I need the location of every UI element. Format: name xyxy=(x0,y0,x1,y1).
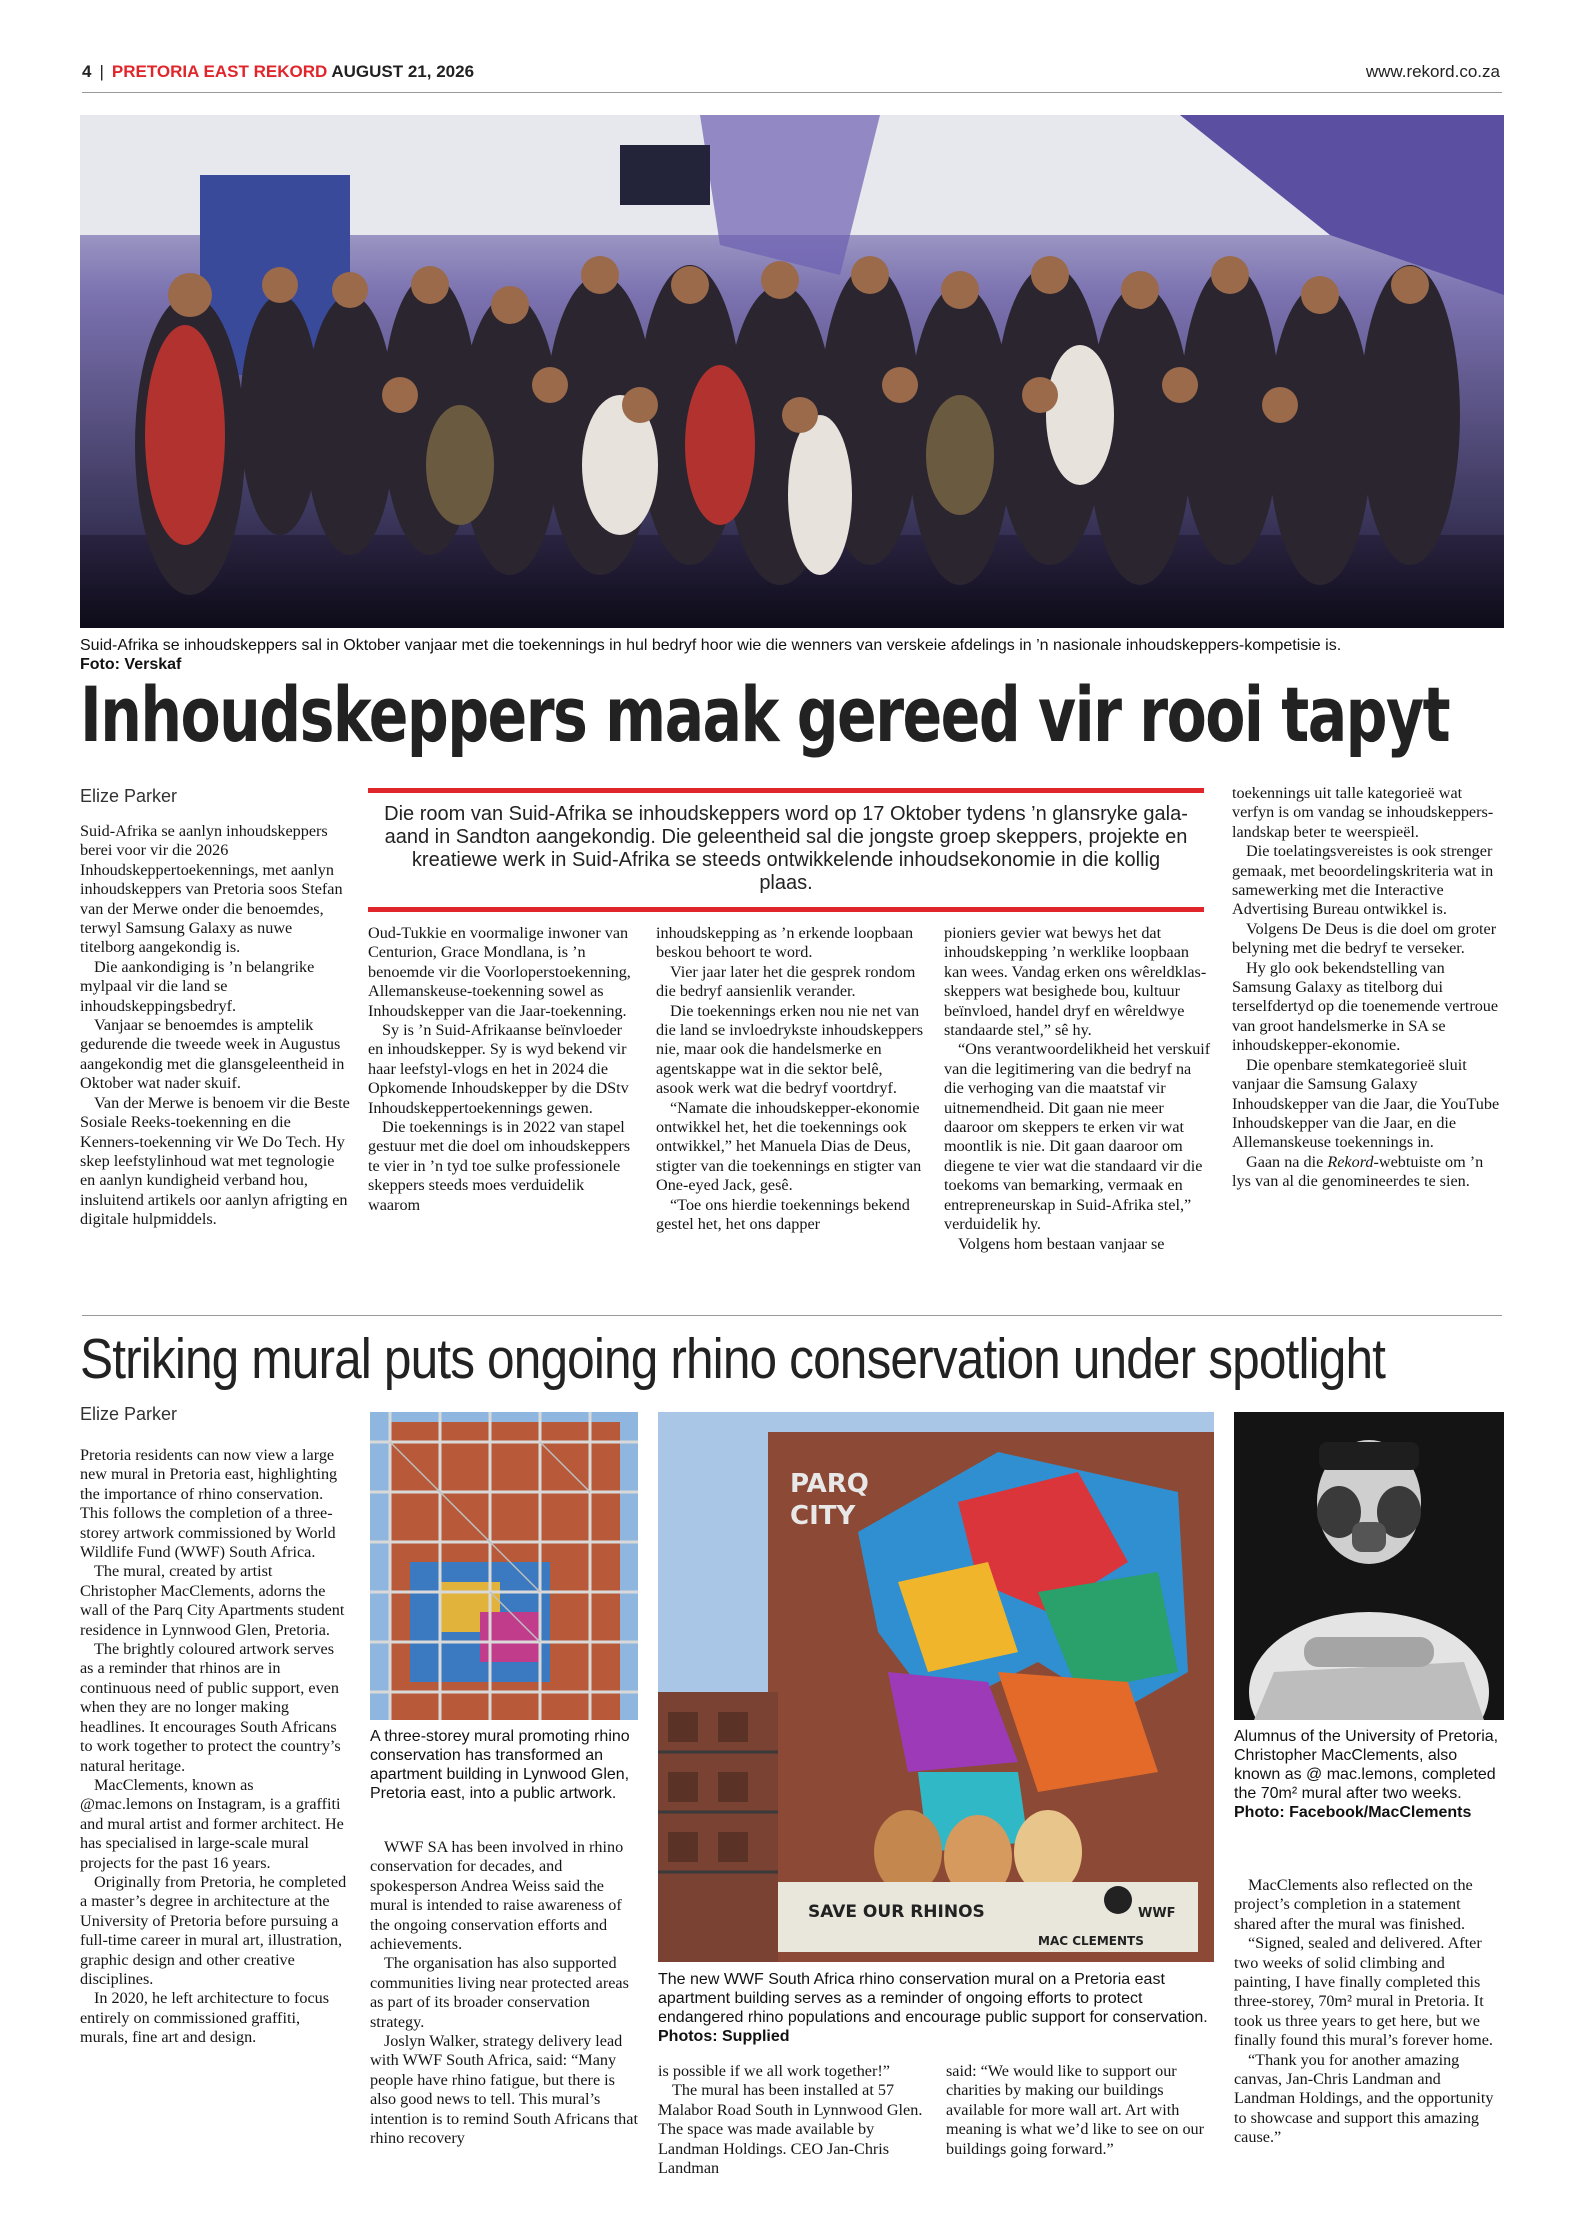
story1-col1-p3: Vanjaar se benoemdes is amptelik gedurende die tweede week in Augustus aangekondig met die glansgeleentheid in Oktober wat nader skuif. xyxy=(80,1016,345,1093)
story1-col2-p3: Die toekennings is in 2022 van stapel gestuur met die doel om inhoudskeppers te vier in ’n tyd toe sulke professionele skeppers steeds moes verduidelik waarom xyxy=(368,1118,631,1214)
story1-col3-p5: “Toe ons hierdie toekennings bekend gestel het, het ons dapper xyxy=(656,1195,910,1234)
issue-date: AUGUST 21, 2026 xyxy=(331,62,475,81)
header-rule xyxy=(82,92,1502,93)
mural-sign-line1: PARQ xyxy=(790,1469,869,1499)
mural-slogan: SAVE OUR RHINOS xyxy=(808,1902,985,1922)
scaffold-photo-image xyxy=(370,1412,638,1720)
story1-col1-p1: Suid-Afrika se aanlyn inhoudskeppers berei voor vir die 2026 Inhoudskeppertoekennings, met aanlyn inhoudskeppers van Pretoria soos Stefan van der Merwe onder die benoemdes, terwyl Samsung Galaxy as nuwe titelborg aangekondig is. xyxy=(80,822,343,957)
story2-col1-p1: Pretoria residents can now view a large new mural in Pretoria east, highlighting the importance of rhino conservation. This follows the completion of a three-storey artwork commissioned by World Wildlife Fund (WWF) South Africa. xyxy=(80,1446,338,1562)
story1-col5-p6 xyxy=(1232,1153,1502,1192)
story1-col1-p2: Die aankondiging is ’n belangrike mylpaal vir die land se inhoudskeppingsbedryf. xyxy=(80,957,315,1015)
portrait-photo-credit: Photo: Facebook/MacClements xyxy=(1234,1804,1472,1821)
story2-col2-p1: WWF SA has been involved in rhino conservation for decades, and spokesperson Andrea Weiss said the mural is intended to raise awareness of the ongoing conservation efforts and achievements. xyxy=(370,1838,624,1954)
story2-byline: Elize Parker xyxy=(80,1404,178,1424)
portrait-photo-caption-text: Alumnus of the University of Pretoria, Christopher MacClements, also known as @ mac.lemons, completed the 70m² mural after two weeks. xyxy=(1234,1728,1499,1802)
story2-col1-p6: In 2020, he left architecture to focus entirely on commissioned graffiti, murals, fine art and design. xyxy=(80,1989,330,2047)
story2-col5 xyxy=(1234,1876,1504,2148)
portrait-photo-image xyxy=(1234,1412,1504,1720)
website-url[interactable]: www.rekord.co.za xyxy=(1365,62,1500,81)
mural-photo-image xyxy=(658,1412,1214,1962)
story1-col5-p6-b: -webtuiste om ’n lys van al die genomineerdes te sien. xyxy=(1232,1152,1484,1191)
story2-col3 xyxy=(658,2062,926,2178)
story1-headline: Inhoudskeppers maak gereed vir rooi tapyt xyxy=(80,670,1450,759)
story1-col2-p1: Oud-Tukkie en voormalige inwoner van Centurion, Grace Mondlana, is ’n benoemde vir die Voorloperstoekenning, Allemanskeuse-toekenning sowel as Inhoudskepper van die Jaar-toekenning. xyxy=(368,924,631,1020)
story1-col3-p2: Vier jaar later het die gesprek rondom die bedryf aansienlik verander. xyxy=(656,962,916,1001)
story1-col2 xyxy=(368,924,636,1215)
story-divider xyxy=(82,1315,1502,1316)
story1-col4-p1: pioniers gevier wat bewys het dat inhoudskepping ’n werklike loopbaan kan wees. Vandag erken ons wêreldklas-skeppers wat besighede bou, kultuur beïnvloed, handel dryf en wêreldwye standaarde stel,” sê hy. xyxy=(944,924,1207,1040)
story2-col2-p2: The organisation has also supported communities living near protected areas as part of its broader conservation strategy. xyxy=(370,1954,629,2031)
page-number: 4 xyxy=(82,62,92,81)
story1-col4 xyxy=(944,924,1212,1254)
story2-col1-p4: MacClements, known as @mac.lemons on Instagram, is a graffiti and mural artist and former architect. He has specialised in large-scale mural projects for the past 16 years. xyxy=(80,1775,344,1872)
story1-col4-p2: “Ons verantwoordelikheid het verskuif van die legitimering van die bedryf na die verhoging van die maatstaf vir uitnemendheid. Dit gaan nie meer daaroor om skeppers te erken vir wat moontlik is nie. Dit gaan daaroor om diegene te vier wat die standaard vir die toekoms van bemarking, vermaak en entrepreneurskap in Suid-Afrika stel,” verduidelik hy. xyxy=(944,1040,1211,1234)
story2-col1 xyxy=(80,1446,348,2048)
story1-col3-p3: Die toekennings erken nou nie net van die land se invloedrykste inhoudskeppers nie, maar ook die handelsmerke en agentskappe wat in die sektor belê, asook werk wat die bedryf voortdryf. xyxy=(656,1001,924,1098)
story1-col5-p6-em: Rekord xyxy=(1327,1152,1374,1171)
story2-headline: Striking mural puts ongoing rhino conservation under spotlight xyxy=(80,1327,1386,1391)
story1-col5-p4: Hy glo ook bekendstelling van Samsung Galaxy as titelborg dui terselfdertyd op die toenemende vertroue van groot handelsmerke in SA se inhoudskepper-ekonomie. xyxy=(1232,958,1499,1055)
story2-col5-p2: “Signed, sealed and delivered. After two weeks of solid climbing and painting, I have finally completed this three-storey, 70m² mural in Pretoria. It took us three years to get here, but we finally found this mural’s forever home. xyxy=(1234,1934,1493,2050)
mural-wwf-logo: WWF xyxy=(1138,1906,1176,1921)
story1-col3 xyxy=(656,924,924,1235)
mural-photo-caption xyxy=(658,1970,1214,2046)
mural-photo-credit: Photos: Supplied xyxy=(658,2028,790,2045)
story2-col3-p1: is possible if we all work together!” xyxy=(658,2062,890,2080)
story1-col5 xyxy=(1232,784,1502,1192)
story1-standfirst: Die room van Suid-Afrika se inhoudskeppers word op 17 Oktober tydens ’n glansryke gala-aand in Sandton aangekondig. Die geleentheid sal die jongste groep skeppers, projekte en kreatiewe werk in Suid-Afrika se steeds ontwikkelende inhoudsekonomie in die kollig plaas. xyxy=(368,788,1204,912)
page-header-left xyxy=(82,62,474,82)
mural-photo-caption-text: The new WWF South Africa rhino conservation mural on a Pretoria east apartment building serves as a reminder of ongoing efforts to protect endangered rhino populations and encourage public support for conservation. xyxy=(658,1971,1208,2026)
group-photo-credit: Foto: Verskaf xyxy=(80,656,182,673)
story1-col1 xyxy=(80,822,350,1230)
story2-col1-p5: Originally from Pretoria, he completed a master’s degree in architecture at the University of Pretoria before pursuing a full-time career in mural art, illustration, graphic design and other creative disciplines. xyxy=(80,1872,347,1988)
story2-col1-p2: The mural, created by artist Christopher MacClements, adorns the wall of the Parq City Apartments student residence in Lynnwood Glen, Pretoria. xyxy=(80,1562,345,1639)
story1-col5-p5: Die openbare stemkategorieë sluit vanjaar die Samsung Galaxy Inhoudskepper van die Jaar, die YouTube Inhoudskepper van die Jaar, en die Allemanskeuse toekennings in. xyxy=(1232,1055,1500,1152)
story1-col3-p1: inhoudskepping as ’n erkende loopbaan beskou behoort te word. xyxy=(656,924,914,962)
story1-col5-p3: Volgens De Deus is die doel om groter belyning met die bedryf te verseker. xyxy=(1232,919,1497,958)
mural-sign-line2: CITY xyxy=(790,1501,856,1531)
story2-col4 xyxy=(946,2062,1214,2159)
story1-col5-p6-a: Gaan na die xyxy=(1246,1152,1328,1171)
story2-col5-p3: “Thank you for another amazing canvas, Jan-Chris Landman and Landman Holdings, and the opportunity to showcase and support this amazing cause.” xyxy=(1234,2050,1494,2147)
portrait-photo-caption xyxy=(1234,1727,1504,1822)
story2-col1-p3: The brightly coloured artwork serves as a reminder that rhinos are in continuous need of public support, even when they are no longer making headlines. It encourages South Africans to work together to protect the country’s natural heritage. xyxy=(80,1640,341,1775)
story1-col5-p2: Die toelatingsvereistes is ook strenger gemaak, met beoordelingskriteria wat in samewerking met die Interactive Advertising Bureau ontwikkel is. xyxy=(1232,842,1494,919)
story2-col5-p1: MacClements also reflected on the project’s completion in a statement shared after the mural was finished. xyxy=(1234,1876,1473,1933)
group-photo-caption xyxy=(80,636,1504,674)
story2-col3-p2: The mural has been installed at 57 Malabor Road South in Lynnwood Glen. The space was made available by Landman Holdings. CEO Jan-Chris Landman xyxy=(658,2081,923,2178)
story1-col3-p4: “Namate die inhoudskepper-ekonomie ontwikkel het, het die toekennings ook ontwikkel,” het Manuela Dias de Deus, stigter van die toekennings en stigter van One-eyed Jack, gesê. xyxy=(656,1098,922,1195)
publication-name: PRETORIA EAST REKORD xyxy=(111,62,328,81)
story1-col1-p4: Van der Merwe is benoem vir die Beste Sosiale Reeks-toekenning en die Kenners-toekenning vir We Do Tech. Hy skep leefstylinhoud wat met tegnologie en aanlyn kundigheid verband hou, insluitend artikels oor aanlyn afrigting en digitale hulpmiddels. xyxy=(80,1093,350,1229)
scaffold-photo-caption: A three-storey mural promoting rhino conservation has transformed an apartment building in Lynwood Glen, Pretoria east, into a public artwork. xyxy=(370,1728,630,1802)
header-separator: | xyxy=(99,62,104,81)
story1-col5-p1: toekennings uit talle kategorieë wat verfyn is om vandag se inhoudskepperslandskap beter te weerspieël. xyxy=(1232,784,1494,841)
story2-col2-p3: Joslyn Walker, strategy delivery lead with WWF South Africa, said: “Many people have rhino fatigue, but there is also good news to tell. This mural’s intention is to remind South Africans that rhino recovery xyxy=(370,2032,638,2148)
story1-col2-p2: Sy is ’n Suid-Afrikaanse beïnvloeder en inhoudskepper. Sy is wyd bekend vir haar leefstyl-vlogs en het in 2024 die Opkomende Inhoudskepper by die DStv Inhoudskeppertoekennings gewen. xyxy=(368,1021,629,1117)
mural-artist-signature: MAC CLEMENTS xyxy=(1038,1934,1144,1948)
story1-byline: Elize Parker xyxy=(80,786,178,806)
story2-col2 xyxy=(370,1838,638,2149)
story1-col4-p3: Volgens hom bestaan vanjaar se xyxy=(958,1234,1165,1253)
group-photo-caption-text: Suid-Afrika se inhoudskeppers sal in Oktober vanjaar met die toekennings in hul bedryf hoor wie die wenners van verskeie afdelings in ’n nasionale inhoudskeppers-kompetisie is. xyxy=(80,637,1342,654)
group-photo-image xyxy=(80,115,1504,628)
story2-col4-p1: said: “We would like to support our charities by making our buildings available for more wall art. Art with meaning is what we’d like to see on our buildings going forward.” xyxy=(946,2062,1205,2158)
